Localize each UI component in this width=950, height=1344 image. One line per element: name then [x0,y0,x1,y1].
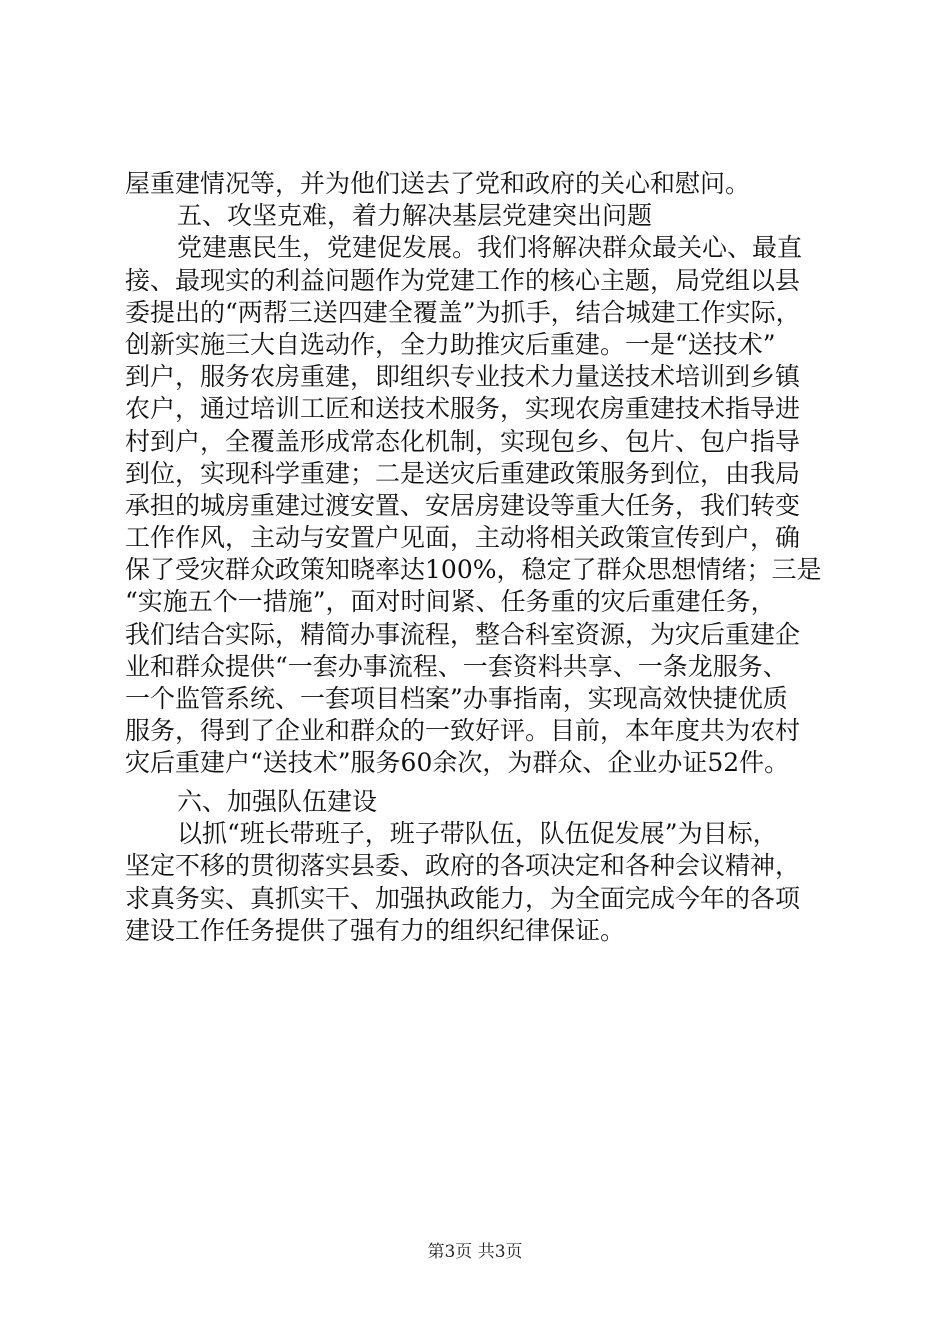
section-heading-5: 五、攻坚克难，着力解决基层党建突出问题 [177,201,653,231]
body-text-section-5 [125,168,835,780]
paragraph-line: 到位，实现科学重建；二是送灾后重建政策服务到位，由我局 [125,458,801,488]
paragraph-line: 屋重建情况等，并为他们送去了党和政府的关心和慰问。 [125,169,751,198]
paragraph-line: 承担的城房重建过渡安置、安居房建设等重大任务，我们转变 [125,490,801,520]
paragraph-line: 到户，服务农房重建，即组织专业技术力量送技术培训到乡镇 [125,362,801,392]
paragraph-line: 创新实施三大自选动作，全力助推灾后重建。一是“送技术” [125,329,776,359]
paragraph-line: 工作作风，主动与安置户见面，主动将相关政策宣传到户，确 [125,523,801,553]
paragraph-line: 求真务实、真抓实干、加强执政能力，为全面完成今年的各项 [125,883,801,913]
paragraph-line: “实施五个一措施”，面对时间紧、任务重的灾后重建任务， [125,587,776,617]
paragraph-line: 建设工作任务提供了强有力的组织纪律保证。 [125,915,626,945]
paragraph-line: 党建惠民生，党建促发展。我们将解决群众最关心、最直 [177,233,803,263]
paragraph-line: 保了受灾群众政策知晓率达100%，稳定了群众思想情绪；三是 [125,555,822,585]
paragraph-line: 服务，得到了企业和群众的一致好评。目前，本年度共为农村 [125,716,801,746]
page-number-footer: 第3页 共3页 [427,1242,523,1262]
paragraph-line: 灾后重建户“送技术”服务60余次，为群众、企业办证52件。 [125,748,790,778]
paragraph-line: 一个监管系统、一套项目档案”办事指南，实现高效快捷优质 [125,684,788,713]
paragraph-line: 村到户，全覆盖形成常态化机制，实现包乡、包片、包户指导 [125,426,801,456]
paragraph-line: 坚定不移的贯彻落实县委、政府的各项决定和各种会议精神， [125,851,801,881]
paragraph-line: 农户，通过培训工匠和送技术服务，实现农房重建技术指导进 [125,394,801,424]
body-text-section-6 [125,786,835,947]
paragraph-line: 我们结合实际，精简办事流程，整合科室资源，为灾后重建企 [125,619,801,649]
paragraph-line: 委提出的“两帮三送四建全覆盖”为抓手，结合城建工作实际， [125,297,801,327]
paragraph-line: 业和群众提供“一套办事流程、一套资料共享、一条龙服务、 [125,651,788,681]
paragraph-line: 接、最现实的利益问题作为党建工作的核心主题，局党组以县 [125,265,801,295]
paragraph-line: 以抓“班长带班子，班子带队伍，队伍促发展”为目标， [177,819,778,849]
section-heading-6: 六、加强队伍建设 [177,787,378,816]
